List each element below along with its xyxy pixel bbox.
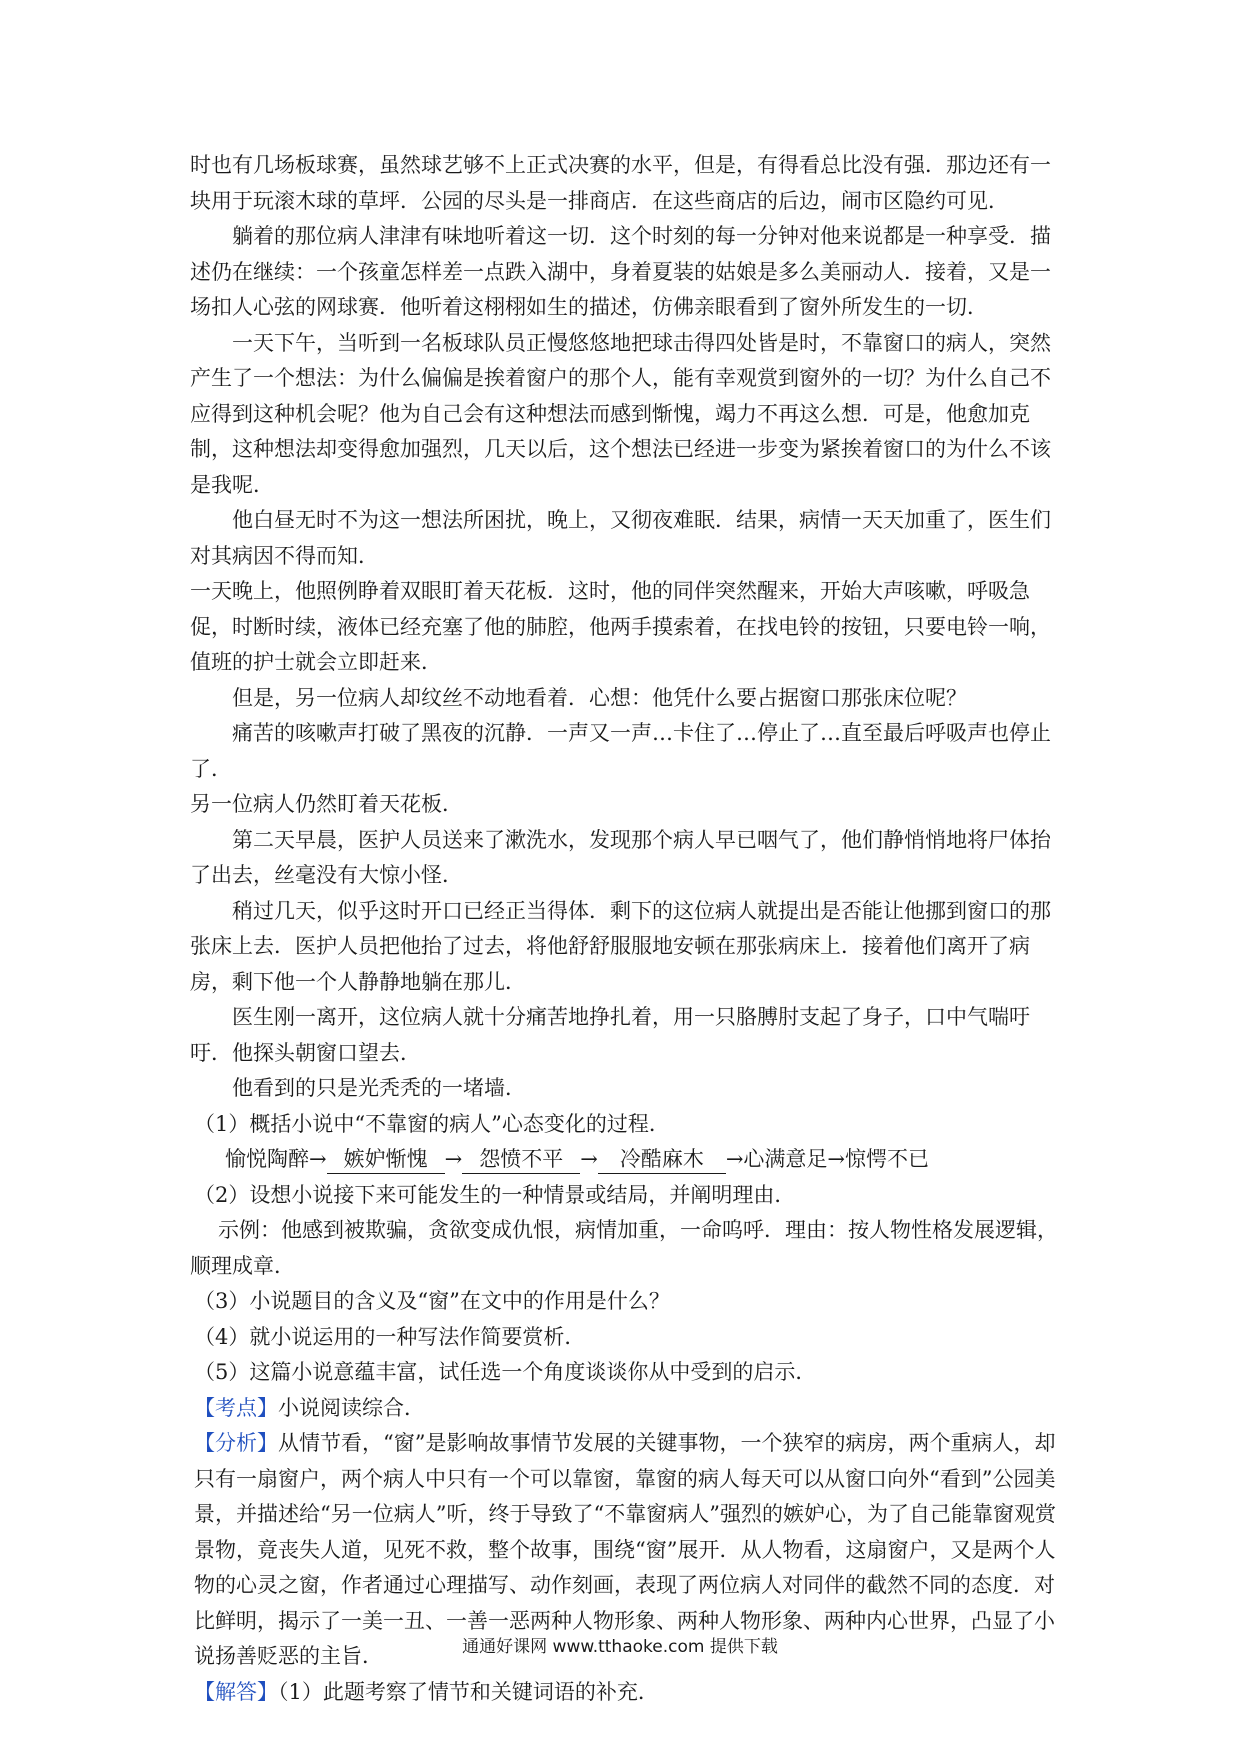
story-paragraph-7: 痛苦的咳嗽声打破了黑夜的沉静．一声又一声…卡住了…停止了…直至最后呼吸声也停止了． <box>190 721 1051 781</box>
story-paragraph-4: 他白昼无时不为这一想法所困扰，晚上，又彻夜难眠．结果，病情一天天加重了，医生们对其病因不得而知． <box>190 508 1051 568</box>
jieda-section <box>190 1675 1060 1711</box>
story-paragraph-1: 时也有几场板球赛，虽然球艺够不上正式决赛的水平，但是，有得看总比没有强．那边还有一块用于玩滚木球的草坪．公园的尽头是一排商店．在这些商店的后边，闹市区隐约可见． <box>190 153 1051 213</box>
story-paragraph-5: 一天晚上，他照例睁着双眼盯着天花板．这时，他的同伴突然醒来，开始大声咳嗽，呼吸急促，时断时续，液体已经充塞了他的肺腔，他两手摸索着，在找电铃的按钮，只要电铃一响，值班的护士就会立即赶来． <box>190 579 1051 674</box>
story-paragraph-8: 另一位病人仍然盯着天花板． <box>190 792 463 816</box>
jieda-text: （1）此题考察了情节和关键词语的补充． <box>278 1679 659 1704</box>
question-5: （5）这篇小说意蕴丰富，试任选一个角度谈谈你从中受到的启示． <box>194 1360 817 1384</box>
chain-end: →心满意足→惊愕不已 <box>725 1147 930 1171</box>
kaodian-section <box>190 1391 1060 1427</box>
story-paragraph-11: 医生刚一离开，这位病人就十分痛苦地挣扎着，用一只胳膊肘支起了身子，口中气喘吁吁．他探头朝窗口望去． <box>190 1005 1030 1065</box>
kaodian-text: 小说阅读综合． <box>278 1395 425 1420</box>
story-paragraph-10: 稍过几天，似乎这时开口已经正当得体．剩下的这位病人就提出是否能让他挪到窗口的那张床上去．医护人员把他抬了过去，将他舒舒服服地安顿在那张病床上．接着他们离开了病房，剩下他一个人静静地躺在那儿． <box>190 898 1051 994</box>
question-4: （4）就小说运用的一种写法作简要赏析． <box>194 1324 586 1349</box>
story-paragraph-12: 他看到的只是光秃秃的一堵墙． <box>232 1076 526 1100</box>
chain-arrow-2: → <box>580 1147 598 1171</box>
jieda-tag: 【解答】 <box>194 1679 278 1704</box>
question-2-example: 示例：他感到被欺骗，贪欲变成仇恨，病情加重，一命呜呼．理由：按人物性格发展逻辑，顺理成章． <box>190 1218 1058 1278</box>
chain-arrow-1: → <box>444 1147 463 1171</box>
chain-start: 愉悦陶醉→ <box>225 1147 327 1171</box>
fenxi-tag: 【分析】 <box>194 1431 278 1455</box>
question-1: （1）概括小说中“不靠窗的病人”心态变化的过程． <box>194 1111 670 1136</box>
question-2: （2）设想小说接下来可能发生的一种情景或结局，并阐明理由． <box>194 1182 796 1207</box>
story-paragraph-2: 躺着的那位病人津津有味地听着这一切．这个时刻的每一分钟对他来说都是一种享受．描述仍在继续：一个孩童怎样差一点跌入湖中，身着夏装的姑娘是多么美丽动人．接着，又是一场扣人心弦的网球赛．他听着这栩栩如生的描述，仿佛亲眼看到了窗外所发生的一切． <box>190 224 1051 319</box>
fenxi-text: 从情节看，“窗”是影响故事情节发展的关键事物，一个狭窄的病房，两个重病人，却只有一扇窗户，两个病人中只有一个可以靠窗，靠窗的病人每天可以从窗口向外“看到”公园美景，并描述给“另一位病人”听，终于导致了“不靠窗病人”强烈的嫉妒心，为了自己能靠窗观赏景物，竟丧失人道，见死不救，整个故事，围绕“窗”展开．从人物看，这扇窗户，又是两个人物的心灵之窗，作者通过心理描写、动作刻画，表现了两位病人对同伴的截然不同的态度．对比鲜明，揭示了一美一丑、一善一恶两种人物形象、两种人物形象、两种内心世界，凸显了小说扬善贬恶的主旨． <box>194 1431 1056 1668</box>
chain-blank-2: 怨愤不平 <box>462 1145 580 1174</box>
page-footer: 通通好课网 www.tthaoke.com 提供下载 <box>462 1637 778 1657</box>
story-paragraph-9: 第二天早晨，医护人员送来了漱洗水，发现那个病人早已咽气了，他们静悄悄地将尸体抬了出去，丝毫没有大惊小怪． <box>190 827 1051 887</box>
mood-change-chain <box>190 1142 1060 1178</box>
chain-blank-3: 冷酷麻木 <box>598 1145 726 1174</box>
story-paragraph-6: 但是，另一位病人却纹丝不动地看着．心想：他凭什么要占据窗口那张床位呢？ <box>232 685 967 710</box>
kaodian-tag: 【考点】 <box>194 1395 278 1420</box>
document-body <box>190 148 1060 1710</box>
chain-blank-1: 嫉妒惭愧 <box>327 1145 445 1174</box>
question-3: （3）小说题目的含义及“窗”在文中的作用是什么？ <box>194 1289 670 1313</box>
story-paragraph-3: 一天下午，当听到一名板球队员正慢悠悠地把球击得四处皆是时，不靠窗口的病人，突然产生了一个想法：为什么偏偏是挨着窗户的那个人，能有幸观赏到窗外的一切？为什么自己不应得到这种机会呢？他为自己会有这种想法而感到惭愧，竭力不再这么想．可是，他愈加克制，这种想法却变得愈加强烈，几天以后，这个想法已经进一步变为紧挨着窗口的为什么不该是我呢． <box>190 330 1051 497</box>
